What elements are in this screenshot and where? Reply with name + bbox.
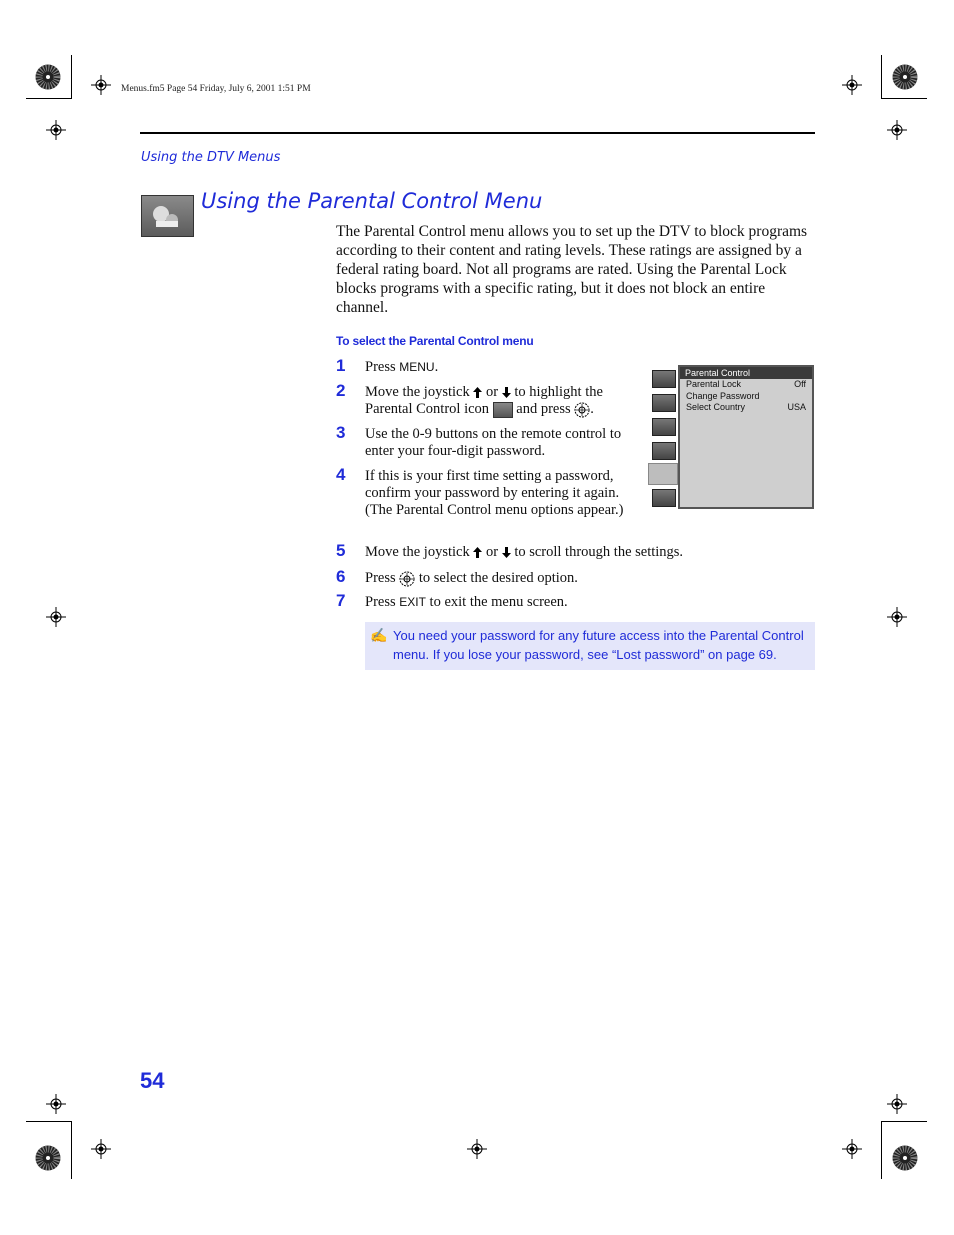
arrow-up-icon <box>473 547 482 558</box>
intro-paragraph: The Parental Control menu allows you to set up the DTV to block programs according to their content and rating levels. These ratings are assigned by a federal rating board. Not all programs are rated. Using the Parental Lock blocks programs with a specific rating, but it does not block an entire channel. <box>336 223 808 316</box>
section-title: Using the Parental Control Menu <box>201 189 543 213</box>
parental-control-icon <box>493 402 513 418</box>
step-number: 7 <box>336 591 346 610</box>
audio-icon <box>652 394 676 412</box>
page-number: 54 <box>140 1068 165 1093</box>
step-number: 2 <box>336 381 346 400</box>
crop-mark <box>26 98 72 99</box>
menu-screen-title: Parental Control <box>680 367 812 379</box>
parental-control-menu-screen <box>678 365 814 509</box>
step-number: 6 <box>336 567 346 586</box>
procedure-heading: To select the Parental Control menu <box>336 334 534 348</box>
color-rosette-icon <box>35 64 61 90</box>
step-number: 4 <box>336 465 346 484</box>
arrow-down-icon <box>502 547 511 558</box>
menu-row-change-password: Change Password <box>686 390 760 401</box>
crop-mark <box>881 98 927 99</box>
menu-key: MENU <box>399 360 435 374</box>
registration-mark-icon <box>842 75 862 95</box>
registration-mark-icon <box>887 1094 907 1114</box>
crop-mark <box>26 1121 72 1122</box>
registration-mark-icon <box>467 1139 487 1159</box>
step-number: 1 <box>336 356 346 375</box>
crop-mark <box>881 1121 927 1122</box>
menu-row-select-country: Select Country USA <box>686 402 806 412</box>
arrow-up-icon <box>473 387 482 398</box>
parental-control-icon <box>648 463 678 485</box>
registration-mark-icon <box>887 607 907 627</box>
crop-mark <box>71 1121 72 1179</box>
step-number: 5 <box>336 541 346 560</box>
registration-mark-icon <box>46 607 66 627</box>
registration-mark-icon <box>46 120 66 140</box>
arrow-down-icon <box>502 387 511 398</box>
registration-mark-icon <box>842 1139 862 1159</box>
color-rosette-icon <box>35 1145 61 1171</box>
setup-icon <box>652 489 676 507</box>
color-rosette-icon <box>892 1145 918 1171</box>
color-rosette-icon <box>892 64 918 90</box>
header-rule <box>140 132 815 134</box>
exit-key: EXIT <box>399 595 426 609</box>
menu-icon-strip <box>648 366 678 511</box>
channel-icon <box>652 418 676 436</box>
registration-mark-icon <box>46 1094 66 1114</box>
note-text: You need your password for any future access into the Parental Control menu. If you lose your password, see “Lost password” on page 69. <box>393 628 804 662</box>
crop-mark <box>71 55 72 99</box>
timer-icon <box>652 442 676 460</box>
file-info: Menus.fm5 Page 54 Friday, July 6, 2001 1:51 PM <box>121 84 311 94</box>
parental-control-icon <box>141 195 194 237</box>
registration-mark-icon <box>91 75 111 95</box>
note-pencil-icon: ✍ <box>370 627 388 643</box>
crop-mark <box>881 55 882 99</box>
step-number: 3 <box>336 423 346 442</box>
joystick-press-icon <box>399 571 415 587</box>
registration-mark-icon <box>887 120 907 140</box>
joystick-press-icon <box>574 402 590 418</box>
menu-row-parental-lock: Parental Lock Off <box>686 379 806 389</box>
crop-mark <box>881 1121 882 1179</box>
running-head: Using the DTV Menus <box>141 150 281 165</box>
registration-mark-icon <box>91 1139 111 1159</box>
video-icon <box>652 370 676 388</box>
note-box <box>365 622 815 670</box>
